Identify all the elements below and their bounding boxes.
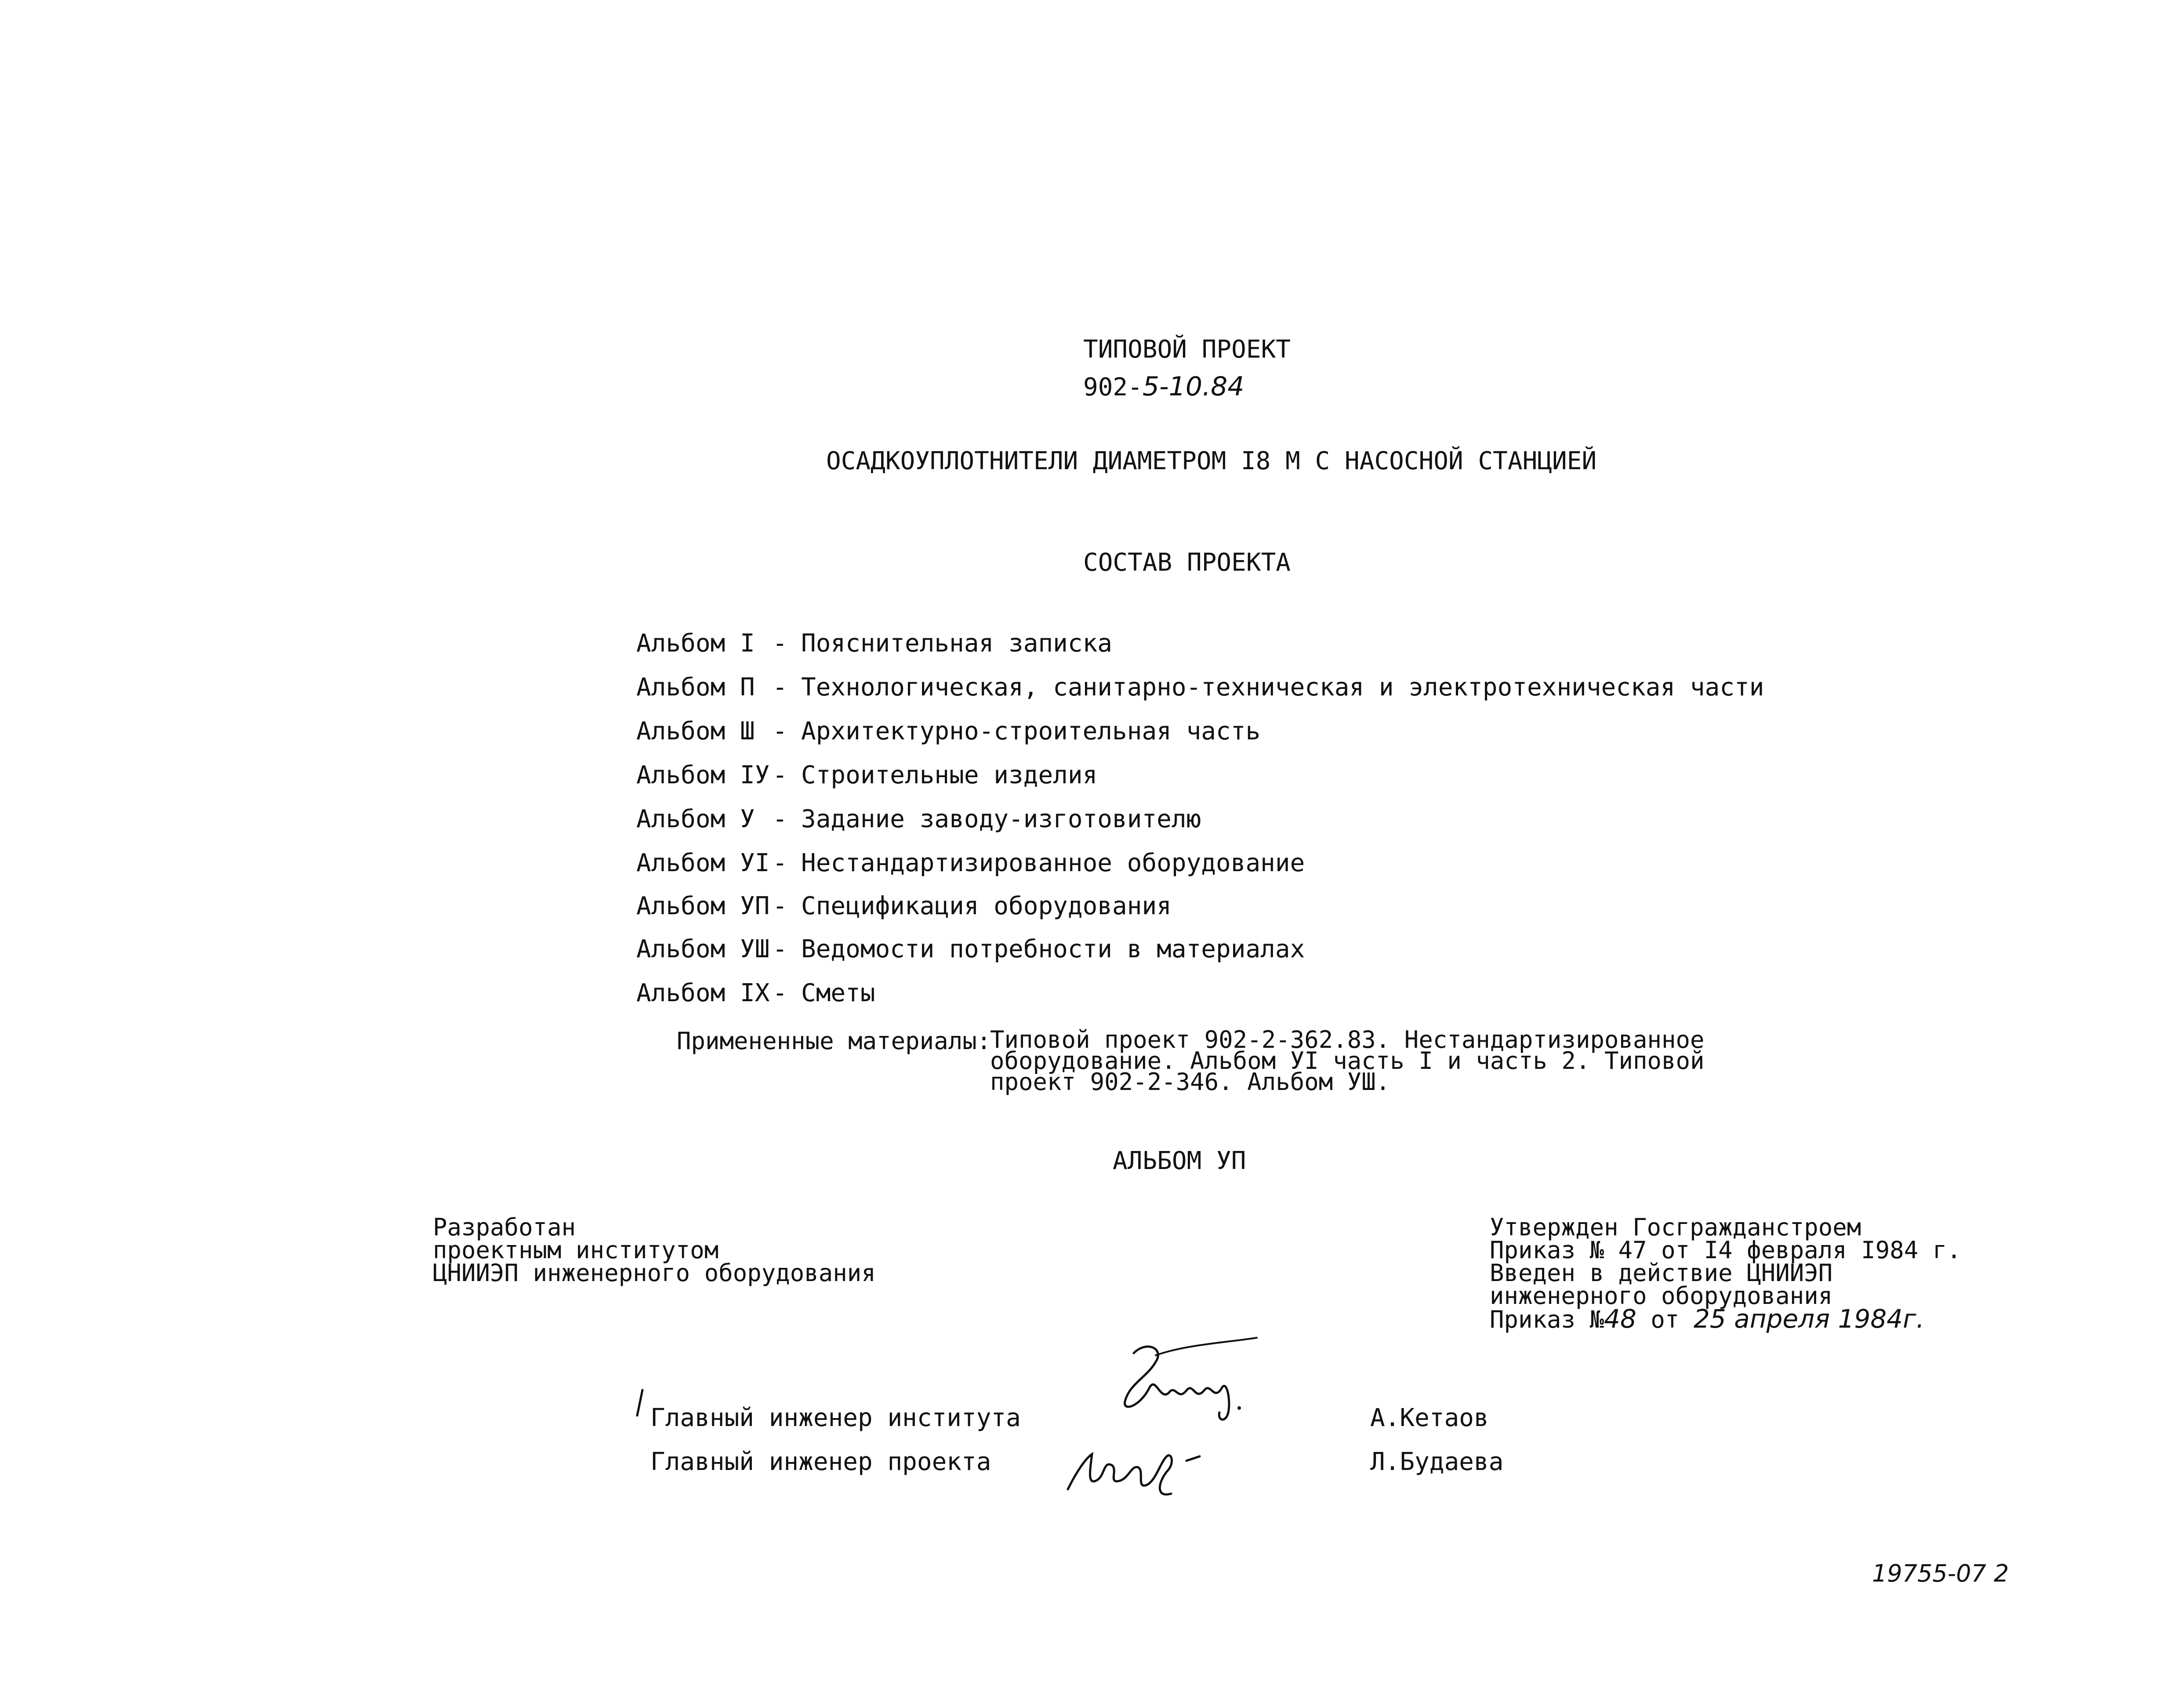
chief-engineer-institute-role: Главный инженер института	[650, 1404, 1021, 1432]
album-dash: -	[773, 673, 787, 702]
tick-mark-icon	[633, 1388, 646, 1419]
album-dash: -	[773, 761, 787, 789]
materials-label: Примененные материалы:	[677, 1027, 991, 1055]
album-description: Ведомости потребности в материалах	[801, 935, 1305, 963]
album-label: Альбом IУ	[636, 761, 770, 789]
materials-line: проект 902-2-346. Альбом УШ.	[990, 1068, 1390, 1096]
signature-project-icon	[1055, 1423, 1213, 1502]
album-label: Альбом П	[636, 673, 755, 702]
approval-line: Введен в действие ЦНИИЭП	[1490, 1259, 1833, 1287]
album-label: Альбом У	[636, 805, 755, 833]
approval-order-line	[1490, 1304, 1961, 1334]
document-type-title: ТИПОВОЙ ПРОЕКТ	[1083, 335, 1291, 364]
album-description: Технологическая, санитарно-техническая и электротехническая части	[801, 673, 1764, 702]
album-label: Альбом Ш	[636, 717, 755, 746]
signature-institute-icon	[1099, 1336, 1274, 1432]
order-date-handwritten: 25 апреля 1984г.	[1693, 1304, 1925, 1334]
album-title: АЛЬБОМ УП	[1113, 1147, 1246, 1175]
approval-line: Приказ № 47 от I4 февраля I984 г.	[1490, 1236, 1961, 1264]
album-dash: -	[773, 979, 787, 1007]
chief-engineer-project-name: Л.Будаева	[1370, 1448, 1504, 1476]
album-dash: -	[773, 805, 787, 833]
materials-text	[990, 1026, 1705, 1096]
approval-block	[1490, 1213, 1961, 1334]
materials-line: Типовой проект 902-2-362.83. Нестандартизированное	[990, 1026, 1705, 1053]
approval-line: Утвержден Госгражданстроем	[1490, 1213, 1861, 1241]
album-description: Строительные изделия	[801, 761, 1098, 789]
document-code-handwritten: 19755-07 2	[1872, 1560, 2009, 1587]
album-description: Сметы	[801, 979, 875, 1007]
developer-line: проектным институтом	[433, 1236, 719, 1264]
order-prefix: Приказ №	[1490, 1306, 1604, 1333]
album-label: Альбом УП	[636, 892, 770, 920]
album-dash: -	[773, 717, 787, 746]
album-dash: -	[773, 892, 787, 920]
chief-engineer-institute-name: А.Кетаов	[1370, 1404, 1489, 1432]
album-description: Задание заводу-изготовителю	[801, 805, 1201, 833]
developer-line: ЦНИИЭП инженерного оборудования	[433, 1259, 876, 1287]
album-description: Архитектурно-строительная часть	[801, 717, 1261, 746]
project-title: ОСАДКОУПЛОТНИТЕЛИ ДИАМЕТРОМ I8 М С НАСОСНОЙ СТАНЦИЕЙ	[826, 447, 1597, 475]
project-number-prefix: 902-	[1083, 373, 1143, 402]
album-description: Нестандартизированное оборудование	[801, 849, 1305, 877]
album-dash: -	[773, 849, 787, 877]
album-label: Альбом УI	[636, 849, 770, 877]
project-number	[1083, 373, 1244, 400]
composition-title: СОСТАВ ПРОЕКТА	[1083, 548, 1291, 577]
album-description: Пояснительная записка	[801, 629, 1113, 658]
chief-engineer-project-role: Главный инженер проекта	[650, 1448, 991, 1476]
materials-line: оборудование. Альбом УI часть I и часть 2. Типовой	[990, 1047, 1705, 1075]
approval-line: инженерного оборудования	[1490, 1282, 1833, 1310]
developer-line: Разработан	[433, 1213, 576, 1241]
album-label: Альбом I	[636, 629, 755, 658]
album-label: Альбом УШ	[636, 935, 770, 963]
order-mid: от	[1636, 1306, 1680, 1333]
project-number-handwritten: 5-10.84	[1142, 371, 1244, 402]
album-description: Спецификация оборудования	[801, 892, 1172, 920]
album-label: Альбом IX	[636, 979, 770, 1007]
developer-block	[433, 1213, 876, 1287]
order-number-handwritten: 48	[1604, 1304, 1636, 1334]
album-dash: -	[773, 935, 787, 963]
album-dash: -	[773, 629, 787, 658]
